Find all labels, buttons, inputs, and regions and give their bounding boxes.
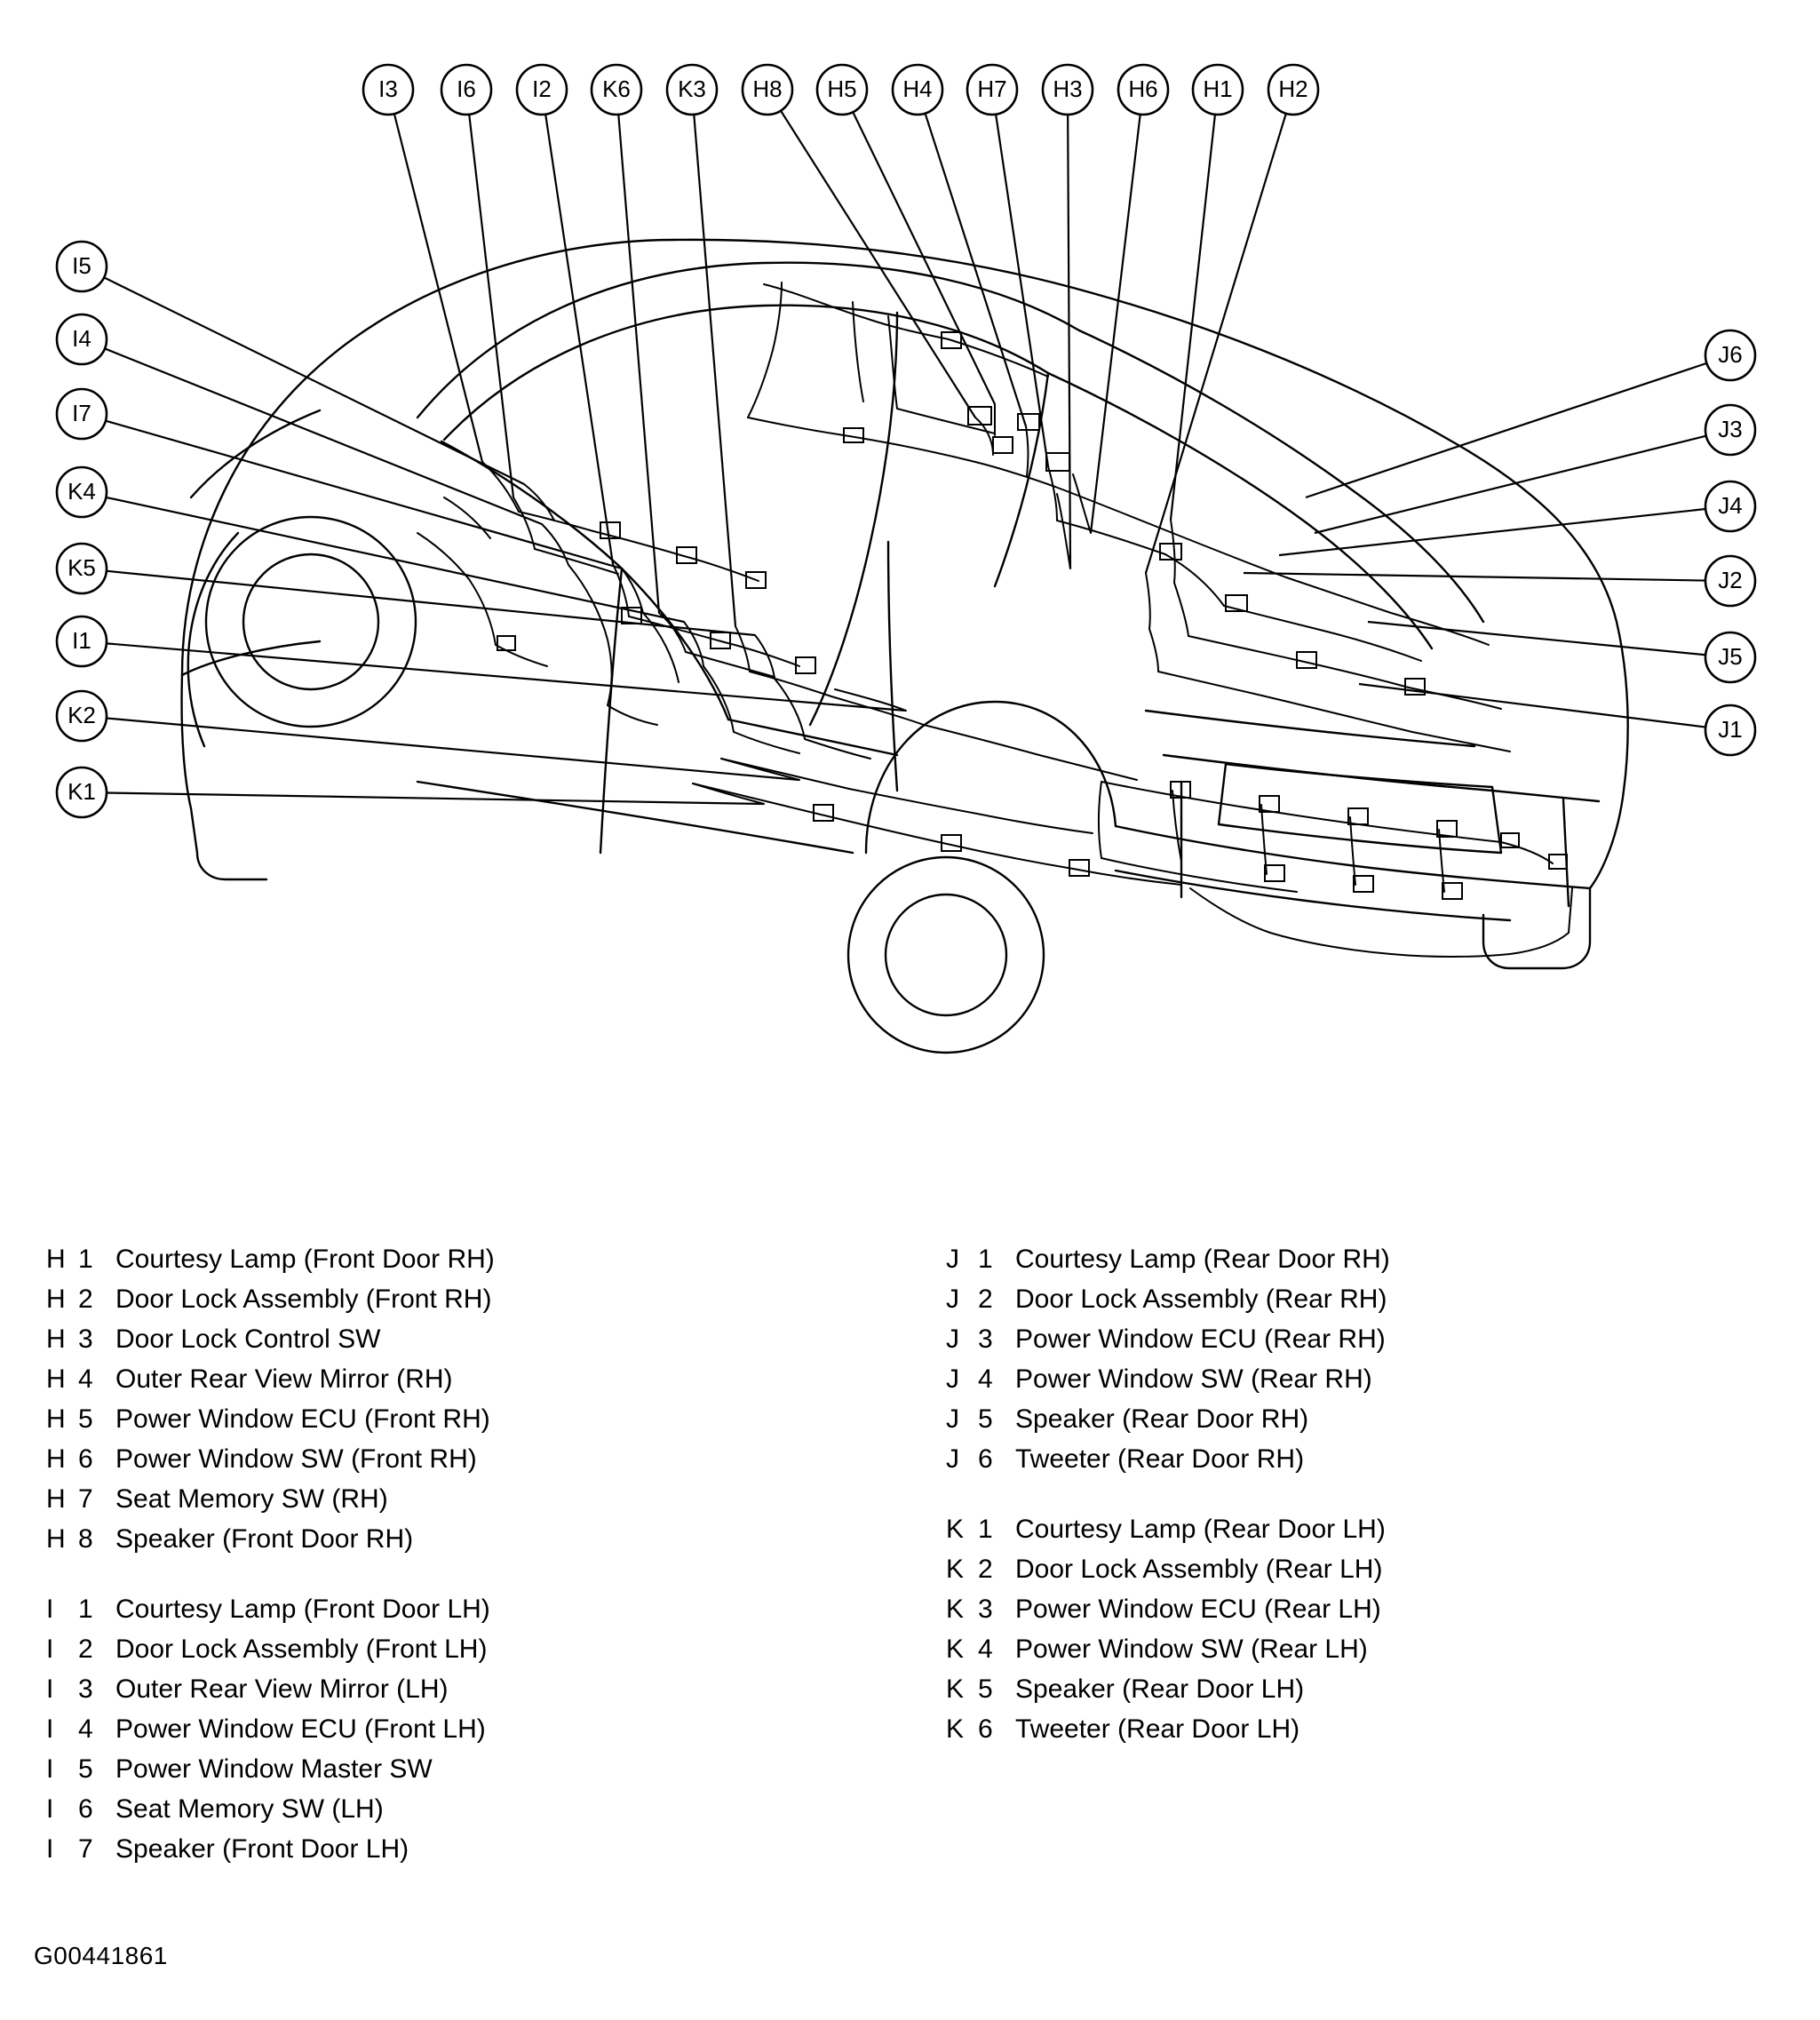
callout-h7[interactable]	[967, 65, 1017, 115]
leader-line-j5	[1368, 622, 1705, 655]
callout-k6[interactable]	[592, 65, 641, 115]
leader-line-h3	[1068, 115, 1070, 569]
legend-item-number: 2	[978, 1284, 993, 1314]
legend-group-k	[946, 1509, 1745, 1749]
callout-label: K1	[68, 777, 96, 805]
legend-item-number: 6	[978, 1714, 993, 1744]
callout-label: I6	[457, 75, 476, 102]
leader-line-i2	[545, 115, 613, 564]
leader-line-j2	[1244, 573, 1705, 581]
legend	[0, 1239, 1820, 1914]
callout-label: I4	[72, 324, 91, 352]
legend-item-letter: K	[946, 1555, 965, 1584]
legend-item-letter: H	[46, 1484, 66, 1514]
callout-i7[interactable]	[57, 389, 107, 439]
callout-j3[interactable]	[1705, 405, 1755, 455]
callout-label: J6	[1718, 340, 1743, 368]
legend-item-letter: H	[46, 1444, 66, 1474]
legend-item-letter: I	[46, 1754, 54, 1784]
legend-item-text: Courtesy Lamp (Rear Door RH)	[1015, 1245, 1390, 1274]
callout-i3[interactable]	[363, 65, 413, 115]
legend-item-number: 4	[978, 1364, 993, 1394]
callout-h2[interactable]	[1268, 65, 1318, 115]
legend-item-number: 1	[978, 1515, 993, 1544]
legend-item-text: Door Lock Assembly (Rear LH)	[1015, 1555, 1383, 1584]
legend-item-letter: I	[46, 1674, 54, 1704]
legend-item-number: 5	[978, 1404, 993, 1434]
legend-item-number: 3	[78, 1324, 93, 1354]
legend-item-j6	[946, 1439, 1745, 1479]
legend-item-text: Speaker (Rear Door RH)	[1015, 1404, 1309, 1434]
callout-i2[interactable]	[517, 65, 567, 115]
legend-item-text: Door Lock Assembly (Front RH)	[115, 1284, 492, 1314]
legend-item-i5	[46, 1749, 846, 1789]
legend-item-number: 1	[78, 1245, 93, 1274]
legend-item-text: Power Window ECU (Rear LH)	[1015, 1595, 1381, 1624]
callout-j1[interactable]	[1705, 705, 1755, 755]
callout-j5[interactable]	[1705, 632, 1755, 682]
legend-item-i1	[46, 1589, 846, 1629]
legend-item-text: Tweeter (Rear Door LH)	[1015, 1714, 1300, 1744]
legend-item-k5	[946, 1669, 1745, 1709]
legend-item-number: 5	[978, 1674, 993, 1704]
callout-h4[interactable]	[893, 65, 942, 115]
legend-item-text: Door Lock Assembly (Front LH)	[115, 1634, 488, 1664]
callout-label: J4	[1718, 491, 1743, 519]
legend-item-letter: H	[46, 1364, 66, 1394]
legend-item-k6	[946, 1709, 1745, 1749]
leader-line-k2	[107, 718, 799, 780]
legend-item-j3	[946, 1319, 1745, 1359]
callout-label: K6	[602, 75, 631, 102]
legend-item-text: Courtesy Lamp (Front Door LH)	[115, 1595, 490, 1624]
legend-item-text: Outer Rear View Mirror (LH)	[115, 1674, 449, 1704]
legend-item-number: 8	[78, 1524, 93, 1554]
leader-line-j6	[1306, 363, 1706, 497]
legend-item-number: 4	[978, 1634, 993, 1664]
callout-label: J5	[1718, 642, 1743, 670]
callout-label: H7	[977, 75, 1007, 102]
legend-item-k1	[946, 1509, 1745, 1549]
legend-item-letter: I	[46, 1634, 54, 1664]
figure-code: G00441861	[34, 1942, 168, 1969]
leader-line-h8	[781, 111, 975, 418]
callout-h3[interactable]	[1043, 65, 1093, 115]
legend-item-j4	[946, 1359, 1745, 1399]
legend-item-number: 2	[78, 1634, 93, 1664]
legend-item-number: 6	[78, 1794, 93, 1824]
car-body-outline	[182, 240, 1628, 1053]
legend-item-h2	[46, 1279, 846, 1319]
callout-j6[interactable]	[1705, 330, 1755, 380]
legend-item-text: Power Window SW (Rear RH)	[1015, 1364, 1372, 1394]
leader-line-j1	[1359, 684, 1705, 728]
callout-i4[interactable]	[57, 314, 107, 364]
legend-item-text: Courtesy Lamp (Rear Door LH)	[1015, 1515, 1386, 1544]
legend-item-number: 1	[978, 1245, 993, 1274]
legend-item-k4	[946, 1629, 1745, 1669]
legend-item-text: Power Window SW (Rear LH)	[1015, 1634, 1368, 1664]
legend-item-letter: J	[946, 1324, 959, 1354]
legend-item-h8	[46, 1519, 846, 1559]
leader-line-h4	[926, 114, 1026, 426]
legend-item-h3	[46, 1319, 846, 1359]
legend-item-text: Speaker (Front Door RH)	[115, 1524, 414, 1554]
callout-i5[interactable]	[57, 242, 107, 291]
legend-item-h7	[46, 1479, 846, 1519]
callout-label: I7	[72, 399, 91, 426]
leader-line-i1	[107, 643, 906, 711]
callout-label: H3	[1053, 75, 1083, 102]
legend-item-text: Power Window ECU (Front LH)	[115, 1714, 486, 1744]
callout-label: H2	[1278, 75, 1308, 102]
legend-item-text: Speaker (Rear Door LH)	[1015, 1674, 1305, 1704]
leader-line-j3	[1315, 436, 1706, 533]
callout-label: H6	[1128, 75, 1158, 102]
legend-item-i3	[46, 1669, 846, 1709]
legend-item-i4	[46, 1709, 846, 1749]
legend-item-letter: H	[46, 1404, 66, 1434]
legend-item-h6	[46, 1439, 846, 1479]
legend-item-number: 7	[78, 1484, 93, 1514]
callout-label: H4	[902, 75, 933, 102]
callout-j2[interactable]	[1705, 556, 1755, 606]
legend-item-k2	[946, 1549, 1745, 1589]
callout-i6[interactable]	[441, 65, 491, 115]
callout-h5[interactable]	[817, 65, 867, 115]
callout-label: J3	[1718, 415, 1743, 442]
legend-group-j	[946, 1239, 1745, 1479]
legend-item-letter: I	[46, 1595, 54, 1624]
callout-k5[interactable]	[57, 544, 107, 593]
legend-item-letter: K	[946, 1674, 965, 1704]
legend-item-number: 5	[78, 1754, 93, 1784]
legend-item-text: Seat Memory SW (LH)	[115, 1794, 384, 1824]
legend-item-number: 4	[78, 1714, 93, 1744]
callout-label: H1	[1203, 75, 1233, 102]
leader-line-k1	[107, 792, 764, 804]
legend-item-number: 5	[78, 1404, 93, 1434]
callout-label: K2	[68, 701, 96, 728]
legend-item-letter: K	[946, 1714, 965, 1744]
legend-item-h5	[46, 1399, 846, 1439]
leader-line-i7	[106, 421, 622, 569]
legend-item-text: Seat Memory SW (RH)	[115, 1484, 388, 1514]
callout-label: H5	[827, 75, 857, 102]
legend-item-h1	[46, 1239, 846, 1279]
callout-k1[interactable]	[57, 767, 107, 817]
legend-item-text: Door Lock Assembly (Rear RH)	[1015, 1284, 1387, 1314]
callout-label: K3	[678, 75, 706, 102]
legend-item-j2	[946, 1279, 1745, 1319]
legend-item-letter: H	[46, 1245, 66, 1274]
legend-item-number: 7	[78, 1834, 93, 1864]
callout-k4[interactable]	[57, 467, 107, 517]
legend-item-letter: H	[46, 1284, 66, 1314]
legend-item-k3	[946, 1589, 1745, 1629]
leader-line-i3	[394, 114, 482, 462]
legend-item-letter: H	[46, 1524, 66, 1554]
legend-item-number: 2	[78, 1284, 93, 1314]
legend-item-number: 3	[978, 1595, 993, 1624]
callout-label: K4	[68, 477, 96, 505]
legend-group-h	[46, 1239, 846, 1559]
legend-item-number: 3	[978, 1324, 993, 1354]
leader-line-j4	[1279, 509, 1705, 555]
callout-h8[interactable]	[743, 65, 792, 115]
legend-item-text: Courtesy Lamp (Front Door RH)	[115, 1245, 495, 1274]
legend-item-i2	[46, 1629, 846, 1669]
legend-item-text: Speaker (Front Door LH)	[115, 1834, 409, 1864]
callout-label: I5	[72, 251, 91, 279]
callout-label: J2	[1718, 566, 1743, 593]
legend-item-letter: J	[946, 1444, 959, 1474]
legend-item-number: 6	[78, 1444, 93, 1474]
legend-item-number: 2	[978, 1555, 993, 1584]
legend-item-text: Door Lock Control SW	[115, 1324, 381, 1354]
callout-j4[interactable]	[1705, 481, 1755, 531]
legend-group-i	[46, 1589, 846, 1869]
legend-item-letter: J	[946, 1245, 959, 1274]
legend-item-h4	[46, 1359, 846, 1399]
legend-item-text: Outer Rear View Mirror (RH)	[115, 1364, 453, 1394]
legend-item-letter: I	[46, 1834, 54, 1864]
legend-item-text: Power Window SW (Front RH)	[115, 1444, 477, 1474]
legend-item-letter: I	[46, 1714, 54, 1744]
callout-k2[interactable]	[57, 691, 107, 741]
legend-item-number: 4	[78, 1364, 93, 1394]
legend-item-number: 1	[78, 1595, 93, 1624]
legend-item-text: Power Window ECU (Rear RH)	[1015, 1324, 1386, 1354]
callout-label: I1	[72, 626, 91, 654]
leader-line-h2	[1146, 114, 1286, 573]
leader-line-h6	[1091, 115, 1140, 533]
callout-h6[interactable]	[1118, 65, 1168, 115]
legend-item-j1	[946, 1239, 1745, 1279]
leader-line-k3	[694, 115, 735, 626]
legend-item-j5	[946, 1399, 1745, 1439]
legend-item-i7	[46, 1829, 846, 1869]
legend-item-letter: J	[946, 1284, 959, 1314]
legend-item-letter: K	[946, 1515, 965, 1544]
callout-i1[interactable]	[57, 616, 107, 666]
leader-line-k6	[618, 115, 659, 613]
legend-item-letter: J	[946, 1404, 959, 1434]
legend-item-letter: K	[946, 1595, 965, 1624]
legend-item-text: Power Window Master SW	[115, 1754, 433, 1784]
legend-item-i6	[46, 1789, 846, 1829]
legend-column-right	[946, 1239, 1745, 1779]
callout-h1[interactable]	[1193, 65, 1243, 115]
legend-item-text: Tweeter (Rear Door RH)	[1015, 1444, 1305, 1474]
callout-label: H8	[752, 75, 783, 102]
legend-item-letter: H	[46, 1324, 66, 1354]
callout-label: I2	[532, 75, 552, 102]
legend-item-letter: K	[946, 1634, 965, 1664]
legend-item-number: 6	[978, 1444, 993, 1474]
callout-label: J1	[1718, 715, 1743, 743]
legend-item-letter: I	[46, 1794, 54, 1824]
legend-item-letter: J	[946, 1364, 959, 1394]
callout-bubbles	[57, 65, 1755, 817]
legend-item-text: Power Window ECU (Front RH)	[115, 1404, 490, 1434]
callout-label: K5	[68, 553, 96, 581]
legend-item-number: 3	[78, 1674, 93, 1704]
callout-label: I3	[378, 75, 398, 102]
callout-k3[interactable]	[667, 65, 717, 115]
legend-column-left	[46, 1239, 846, 1899]
